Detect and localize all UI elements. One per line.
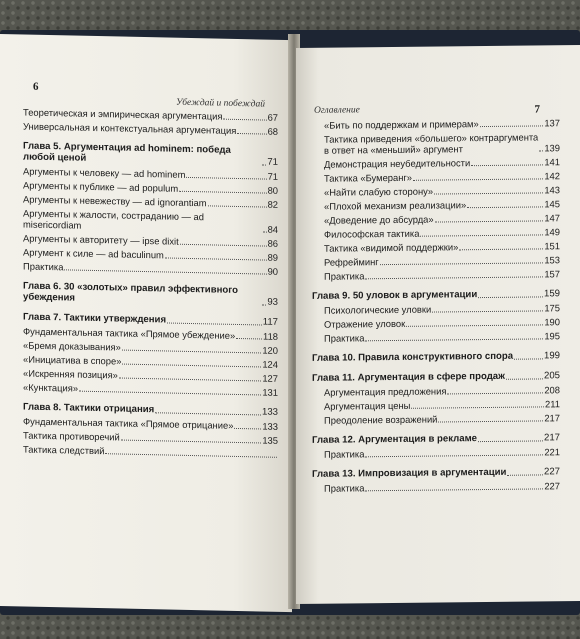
toc-entry-page: 137: [544, 117, 560, 129]
left-page: [0, 34, 292, 612]
toc-entry: [23, 381, 278, 397]
toc-entry-title: Универсальная и контекстуальная аргументация: [23, 120, 237, 136]
toc-entry-page: 86: [267, 237, 278, 249]
toc-entry-page: 133: [262, 420, 278, 432]
toc-entry-title: Глава 9. 50 уловок в аргументации: [312, 289, 478, 302]
right-page-number: 7: [534, 103, 540, 116]
toc-entry-title: Глава 5. Аргументация ad hominem: победа любой ценой: [23, 140, 231, 164]
toc-entry-title: Философская тактика: [324, 227, 420, 240]
toc-entry-title: Практика: [324, 448, 365, 460]
toc-entry-title: Преодоление возражений: [324, 413, 438, 426]
toc-leader-dots: [208, 205, 267, 207]
toc-entry-title: Аргументы к авторитету — ipse dixit: [23, 232, 179, 247]
toc-entry: [312, 480, 560, 494]
toc-entry: [312, 446, 560, 460]
toc-entry-page: 133: [261, 406, 278, 418]
left-running-header: Убеждай и побеждай: [176, 97, 265, 110]
toc-leader-dots: [64, 269, 266, 274]
toc-entry-page: 199: [543, 350, 560, 362]
toc-entry: [312, 240, 560, 254]
toc-leader-dots: [478, 296, 543, 298]
toc-leader-dots: [365, 454, 543, 457]
toc-leader-dots: [155, 412, 261, 415]
toc-entry-title: Аргумент к силе — ad baculinum: [23, 246, 164, 261]
toc-entry: [312, 131, 560, 156]
toc-entry-page: 208: [544, 384, 560, 396]
toc-entry-title: Аргументы к жалости, состраданию — ad misericordiam: [23, 207, 204, 231]
toc-entry-page: 89: [267, 251, 278, 263]
toc-entry-page: 175: [544, 302, 560, 314]
toc-entry-title: Аргументация предложения: [324, 385, 447, 398]
toc-entry-title: «Найти слабую сторону»: [324, 185, 434, 198]
toc-entry-page: 142: [544, 170, 560, 182]
toc-entry-page: 195: [544, 330, 560, 342]
toc-entry: [312, 254, 560, 268]
toc-leader-dots: [165, 257, 267, 260]
toc-entry-title: Аргументация цены: [324, 399, 411, 412]
toc-leader-dots: [478, 440, 543, 442]
toc-leader-dots: [122, 364, 261, 368]
toc-entry-page: 139: [544, 142, 560, 154]
toc-entry-page: 68: [267, 125, 278, 137]
toc-entry-page: 80: [267, 184, 278, 196]
toc-leader-dots: [406, 324, 543, 326]
toc-leader-dots: [262, 304, 266, 305]
toc-chapter-entry: [312, 432, 560, 446]
toc-entry-title: Тактика «видимой поддержки»: [324, 241, 459, 254]
toc-entry-title: Глава 11. Аргументация в сфере продаж: [312, 370, 505, 384]
toc-entry-title: Фундаментальная тактика «Прямое отрицание»: [23, 415, 234, 431]
toc-leader-dots: [234, 428, 261, 430]
toc-entry: [23, 120, 278, 136]
toc-entry-title: «Плохой механизм реализации»: [324, 199, 467, 212]
toc-entry-page: 217: [543, 432, 560, 444]
toc-entry-title: «Бремя доказывания»: [23, 339, 121, 353]
toc-entry-title: Теоретическая и эмпирическая аргументация: [23, 106, 223, 122]
toc-entry: [312, 184, 560, 198]
toc-entry-title: Глава 12. Аргументация в рекламе: [312, 433, 478, 446]
toc-entry: [312, 198, 560, 212]
right-page: [296, 45, 580, 604]
toc-leader-dots: [119, 377, 261, 381]
toc-entry: [312, 156, 560, 170]
toc-entry-page: 127: [262, 372, 278, 384]
toc-entry-page: 221: [544, 446, 560, 458]
toc-leader-dots: [79, 391, 261, 396]
toc-entry-page: 93: [267, 296, 278, 308]
toc-leader-dots: [365, 338, 543, 341]
toc-entry-title: Глава 8. Тактики отрицания: [23, 401, 155, 416]
toc-entry-title: «Бить по поддержкам и примерам»: [324, 118, 479, 131]
toc-entry-title: Тактика противоречий: [23, 429, 120, 443]
toc-entry-page: 227: [543, 466, 560, 478]
toc-entry-page: 151: [544, 240, 560, 252]
toc-entry-page: 67: [267, 111, 278, 123]
toc-leader-dots: [121, 440, 262, 444]
toc-leader-dots: [480, 125, 544, 127]
toc-entry-title: Глава 7. Тактики утверждения: [23, 311, 167, 326]
toc-entry-title: Аргументы к человеку — ad hominem: [23, 165, 186, 180]
toc-leader-dots: [365, 488, 543, 491]
left-toc-list: [23, 106, 278, 462]
toc-entry: [312, 212, 560, 226]
toc-entry-page: 227: [544, 480, 560, 492]
toc-entry-page: 143: [544, 184, 560, 196]
toc-entry-page: 118: [263, 330, 278, 342]
toc-leader-dots: [506, 378, 543, 379]
toc-entry-title: Фундаментальная тактика «Прямое убеждение»: [23, 325, 236, 341]
toc-chapter-entry: [23, 140, 278, 167]
right-toc-list: [312, 117, 560, 497]
toc-entry: [312, 268, 560, 282]
toc-leader-dots: [167, 322, 262, 325]
toc-leader-dots: [411, 406, 544, 408]
toc-leader-dots: [365, 276, 543, 279]
toc-entry-page: 141: [544, 156, 560, 168]
toc-entry-title: «Доведение до абсурда»: [324, 213, 434, 226]
toc-entry-title: Глава 13. Импровизация в аргументации: [312, 466, 507, 480]
toc-entry-page: 90: [267, 265, 278, 277]
toc-leader-dots: [186, 177, 266, 180]
toc-chapter-entry: [312, 370, 560, 384]
toc-leader-dots: [180, 244, 267, 247]
toc-leader-dots: [413, 178, 543, 180]
toc-entry-title: «Кунктация»: [23, 381, 79, 394]
toc-entry-title: Глава 6. 30 «золотых» правил эффективного убеждения: [23, 280, 238, 304]
toc-entry-page: 157: [544, 268, 560, 280]
toc-leader-dots: [237, 133, 266, 135]
toc-entry-title: Практика: [324, 270, 365, 282]
toc-leader-dots: [514, 358, 543, 359]
toc-leader-dots: [438, 420, 543, 422]
toc-leader-dots: [223, 119, 266, 121]
toc-entry: [312, 302, 560, 316]
toc-entry: [23, 260, 278, 276]
toc-entry: [312, 226, 560, 240]
toc-chapter-entry: [312, 350, 560, 364]
toc-leader-dots: [459, 248, 543, 250]
toc-leader-dots: [432, 310, 543, 312]
toc-chapter-entry: [23, 280, 278, 307]
toc-leader-dots: [420, 234, 543, 236]
toc-entry-page: 190: [544, 316, 560, 328]
toc-entry-title: Тактика приведения «большего» контраргумента в ответ на «меньший» аргумент: [324, 131, 539, 156]
toc-chapter-entry: [312, 288, 560, 302]
toc-entry-page: 84: [267, 223, 278, 235]
toc-entry-page: 124: [262, 358, 278, 370]
right-running-header: Оглавление: [314, 105, 360, 116]
toc-leader-dots: [467, 206, 543, 208]
toc-entry-title: Отражение уловок: [324, 317, 406, 330]
toc-leader-dots: [263, 231, 267, 232]
toc-entry-title: Тактика следствий: [23, 443, 105, 457]
toc-entry: [312, 384, 560, 398]
toc-entry-page: 71: [267, 170, 278, 182]
toc-entry: [23, 207, 278, 234]
toc-entry-title: «Инициатива в споре»: [23, 353, 122, 367]
toc-leader-dots: [380, 262, 544, 265]
toc-entry-page: 120: [262, 344, 278, 356]
toc-entry-page: 211: [545, 398, 560, 410]
toc-entry-title: Психологические уловки: [324, 303, 432, 316]
toc-entry-page: 117: [262, 316, 278, 328]
toc-leader-dots: [105, 453, 277, 458]
toc-entry-page: 147: [544, 212, 560, 224]
toc-leader-dots: [539, 150, 543, 151]
toc-entry-page: 135: [262, 434, 278, 446]
toc-entry: [312, 316, 560, 330]
toc-entry-title: Практика: [23, 260, 64, 273]
toc-entry-page: 71: [267, 156, 278, 168]
toc-entry: [23, 443, 278, 459]
toc-leader-dots: [179, 191, 266, 194]
toc-entry-page: 82: [267, 198, 278, 210]
toc-leader-dots: [262, 164, 266, 165]
left-page-number: 6: [33, 80, 39, 93]
toc-leader-dots: [447, 392, 543, 394]
toc-entry-title: Аргументы к публике — ad populum: [23, 179, 179, 194]
toc-entry-page: 205: [543, 370, 560, 382]
toc-entry: [312, 330, 560, 344]
toc-entry: [312, 412, 560, 426]
toc-entry-title: Тактика «Бумеранг»: [324, 171, 413, 184]
toc-entry-page: 217: [544, 412, 560, 424]
toc-entry: [312, 117, 560, 131]
toc-entry: [312, 170, 560, 184]
toc-entry-title: Аргументы к невежеству — ad ignorantiam: [23, 193, 207, 209]
toc-leader-dots: [122, 350, 261, 354]
toc-leader-dots: [434, 192, 543, 194]
toc-entry-title: Глава 10. Правила конструктивного спора: [312, 350, 514, 364]
toc-entry-title: Практика: [324, 332, 365, 344]
toc-leader-dots: [236, 338, 262, 340]
toc-entry-page: 131: [262, 386, 278, 398]
toc-entry-page: 153: [544, 254, 560, 266]
toc-entry: [312, 398, 560, 412]
toc-entry-title: Демонстрация неубедительности: [324, 157, 471, 170]
toc-entry-page: 149: [544, 226, 560, 238]
toc-entry-page: 159: [543, 288, 560, 300]
toc-leader-dots: [435, 220, 544, 222]
toc-chapter-entry: [312, 466, 560, 480]
toc-entry-title: «Искренняя позиция»: [23, 367, 118, 381]
toc-leader-dots: [471, 164, 543, 166]
toc-entry-title: Рефрейминг: [324, 256, 379, 268]
toc-entry-title: Практика: [324, 482, 365, 494]
toc-leader-dots: [507, 474, 543, 475]
toc-entry-page: 145: [544, 198, 560, 210]
